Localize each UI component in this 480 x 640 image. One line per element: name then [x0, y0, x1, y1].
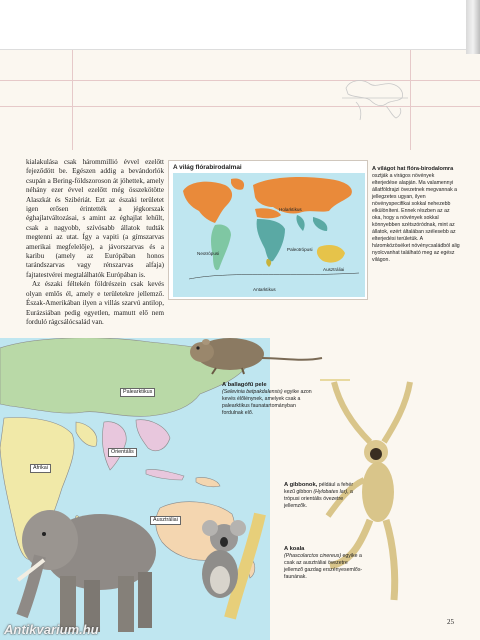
side-caption — [372, 166, 460, 264]
book-spine — [466, 0, 480, 54]
caption-dormouse-text: egyike azon kevés élőlénynek, amelyek csak a palearktikus faunatartományban fordulnak elő. — [222, 389, 312, 416]
caption-gibbon-name: A gibbonok, — [284, 482, 318, 488]
side-caption-lead: A világot hat flóra-birodalomra — [372, 166, 454, 172]
caption-koala-text: egyike a csak az ausztráliai övezetre jellemző gazdag erszényesemlős-faunának. — [284, 553, 363, 580]
dormouse-illustration — [186, 328, 326, 378]
caption-koala-latin: (Phascolarctos cinereus) — [284, 553, 342, 559]
body-text-column — [26, 158, 164, 327]
elephant-illustration — [14, 500, 164, 636]
label-neotropusi: Neotrópusi — [197, 251, 220, 256]
body-paragraph: Az északi féltekén földrészein csak kevés olyan emlős él, amely e területekre jellemző. Észak-Amerikában ilyen a villás szarvú antilop, Eurázsiában pedig egyetlen, mamutt elő nem forduló rágcsálócsalád van. — [26, 280, 164, 326]
caption-gibbon-text-a: például a fehér kezű gibbon — [284, 482, 354, 495]
label-ausztraliai-zoo: Ausztráliai — [150, 516, 181, 525]
side-caption-text: osztják a virágos növények elterjedése alapján. Ma valamennyi állatföldrajzi övezetnek megvannak a jellegzetes ugyan, ilyen növényspecifikai sokkal nehezebb elkülöníteni. Ennek részben az az oka, hogy a növények sokkal könnyebben szétszóródnak, mint az állatok, ezért általában szélesebb az elterjedési területük. A háromközöséket növénycsaládból alig nyolcvanhat található meg az egész világon. — [372, 173, 460, 263]
label-antarktikus: Antarktikus — [253, 287, 276, 292]
label-ausztraliai: Ausztráliai — [323, 267, 345, 272]
watermark: Antikvarium.hu — [4, 622, 99, 637]
grid-rule-vertical — [72, 50, 73, 150]
koala-illustration — [190, 510, 280, 620]
label-afrikai: Afrikai — [30, 464, 51, 473]
caption-koala — [284, 546, 364, 581]
world-outline-icon — [340, 72, 410, 124]
label-holarktikus: Holarktikus — [279, 207, 302, 212]
flora-realms-map — [168, 160, 368, 300]
body-paragraph: kialakulása csak hárommillió évvel ezelőtt fejeződött be. Egészen addig a bevándorlók csupán a Bering-földszoroson át jöhettek, amely néhány ezer évvel ezelőtt még összekötötte Alaszkát és Szibériát. Ezt az északi területet igen erősen érintették a jégkorszak éghajlatváltozásai, s amint az éghajlat lehűlt, csak a nagyobb, szívósabb állatok tudták megtenni az utat. Így a vapiti (a gímszarvas amerikai megfelelője), a jávorszarvas és a karibu (amely az Európában honos tarándszarvas vagy rénszarvas alfaja) fajtatestvérei megtalálhatók Európában is. — [26, 158, 164, 279]
grid-rule-vertical — [410, 50, 411, 150]
caption-dormouse-latin: (Selevinia betpakdalensis) — [222, 389, 283, 395]
caption-dormouse — [222, 382, 314, 417]
label-palearktikus: Palearktikus — [120, 388, 155, 397]
page-number: 25 — [447, 618, 454, 626]
label-orientalis: Orientális — [108, 448, 137, 457]
caption-gibbon — [284, 482, 356, 510]
caption-dormouse-name: A ballagófű pele — [222, 382, 267, 388]
label-paleotropusi: Paleotrópusi — [287, 247, 313, 252]
caption-gibbon-latin: (Hylobates lar) — [313, 489, 348, 495]
header-band — [0, 0, 480, 50]
caption-gibbon-text-b: , a trópusi orientális övezetre jellemzők. — [284, 489, 353, 509]
map-title: A világ flórabirodalmai — [173, 164, 242, 171]
flora-map-graphic — [169, 161, 369, 301]
caption-koala-name: A koala — [284, 546, 305, 552]
